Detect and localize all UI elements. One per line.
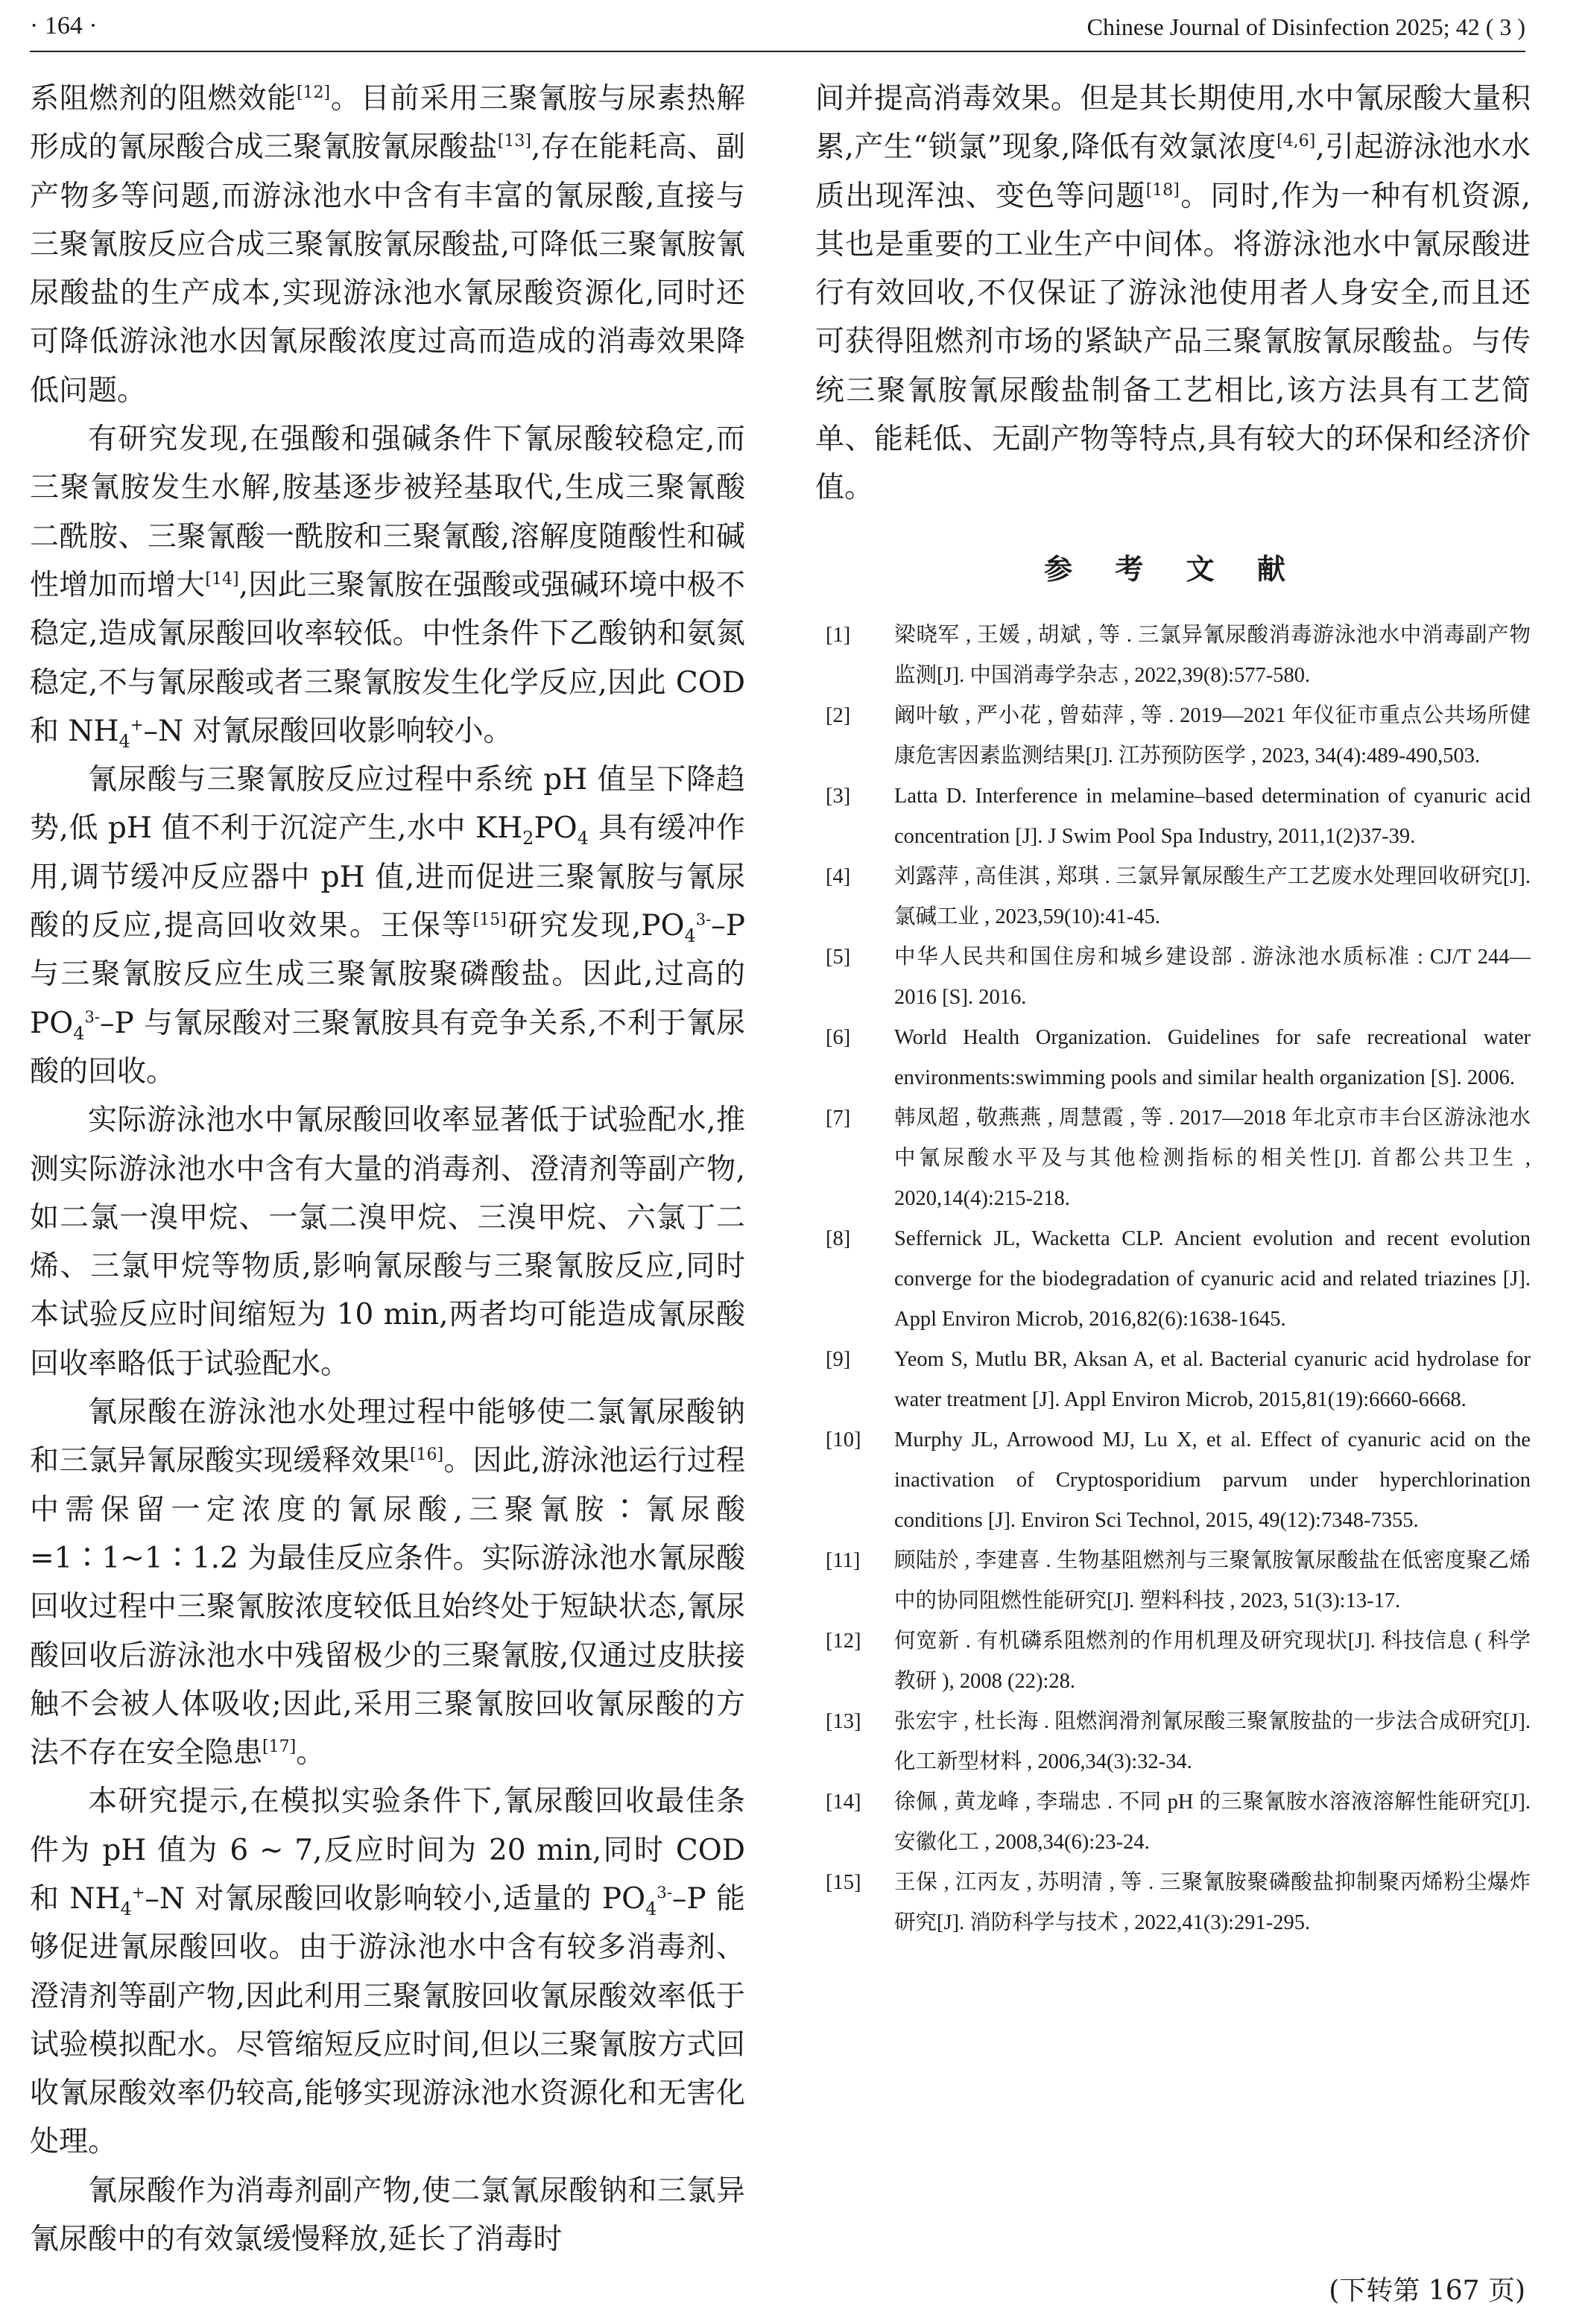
reference-text: 张宏宇 , 杜长海 . 阻燃润滑剂氰尿酸三聚氰胺盐的一步法合成研究[J]. 化工新型材料 , 2006,34(3):32-34. (894, 1710, 1531, 1773)
paragraph-6: 本研究提示,在模拟实验条件下,氰尿酸回收最佳条件为 pH 值为 6 ~ 7,反应时间为 20 min,同时 COD 和 $NH_4^+-N$ 对氰尿酸回收影响较小,适量的 $PO_4^{3-}-P$ 能够促进氰尿酸回收。由于游泳池水中含有较多消毒剂、澄清剂等副产物,因此利用三聚氰胺回收氰尿酸效率低于试验模拟配水。尽管缩短反应时间,但以三聚氰胺方式回收氰尿酸效率仍较高,能够实现游泳池水资源化和无害化处理。 (30, 1785, 745, 2159)
citation: [14] (205, 569, 239, 589)
reference-text: 何宽新 . 有机磷系阻燃剂的作用机理及研究现状[J]. 科技信息 ( 科学教研 ), 2008 (22):28. (894, 1630, 1531, 1693)
reference-item (815, 1219, 1531, 1340)
reference-text: Murphy JL, Arrowood MJ, Lu X, et al. Effect of cyanuric acid on the inactivation of Cryptosporidium parvum under hyperchlorination conditions [J]. Environ Sci Technol, 2015, 49(12):7348-7355. (894, 1428, 1531, 1532)
reference-item (815, 1340, 1531, 1420)
paragraph-5: 氰尿酸在游泳池水处理过程中能够使二氯氰尿酸钠和三氯异氰尿酸实现缓释效果[16]。因此,游泳池运行过程中需保留一定浓度的氰尿酸,三聚氰胺∶氰尿酸 =1∶1~1∶1.2 为最佳反应条件。实际游泳池水氰尿酸回收过程中三聚氰胺浓度较低且始终处于短缺状态,氰尿酸回收后游泳池水中残留极少的三聚氰胺,仅通过皮肤接触不会被人体吸收;因此,采用三聚氰胺回收氰尿酸的方法不存在安全隐患[17]。 (30, 1396, 745, 1770)
reference-text: 中华人民共和国住房和城乡建设部 . 游泳池水质标准 : CJ/T 244—2016 [S]. 2016. (894, 946, 1531, 1009)
reference-number: [14] (826, 1791, 861, 1814)
paragraph-2: 有研究发现,在强酸和强碱条件下氰尿酸较稳定,而三聚氰胺发生水解,胺基逐步被羟基取代,生成三聚氰酸二酰胺、三聚氰酸一酰胺和三聚氰酸,溶解度随酸性和碱性增加而增大[14],因此三聚氰胺在强酸或强碱环境中极不稳定,造成氰尿酸回收率较低。中性条件下乙酸钠和氨氮稳定,不与氰尿酸或者三聚氰胺发生化学反应,因此 COD 和 $NH_4^+-N$ 对氰尿酸回收影响较小。 (30, 422, 745, 752)
reference-number: [12] (826, 1630, 861, 1653)
reference-text: Yeom S, Mutlu BR, Aksan A, et al. Bacterial cyanuric acid hydrolase for water treatment [J]. Appl Environ Microb, 2015,81(19):6660-6668. (894, 1348, 1531, 1411)
reference-item (815, 1782, 1531, 1863)
paragraph-1: 系阻燃剂的阻燃效能[12]。目前采用三聚氰胺与尿素热解形成的氰尿酸合成三聚氰胺氰尿酸盐[13],存在能耗高、副产物多等问题,而游泳池水中含有丰富的氰尿酸,直接与三聚氰胺反应合成三聚氰胺氰尿酸盐,可降低三聚氰胺氰尿酸盐的生产成本,实现游泳池水氰尿酸资源化,同时还可降低游泳池水因氰尿酸浓度过高而造成的消毒效果降低问题。 (30, 82, 745, 408)
citation: [12] (296, 83, 331, 102)
reference-number: [6] (826, 1026, 851, 1049)
reference-item (815, 1541, 1531, 1621)
paragraph-7: 氰尿酸作为消毒剂副产物,使二氯氰尿酸钠和三氯异氰尿酸中的有效氯缓慢释放,延长了消毒时 (30, 2173, 745, 2257)
reference-text: 徐佩 , 黄龙峰 , 李瑞忠 . 不同 pH 的三聚氰胺水溶液溶解性能研究[J]. 安徽化工 , 2008,34(6):23-24. (894, 1791, 1531, 1854)
reference-text: 刘露萍 , 高佳淇 , 郑琪 . 三氯异氰尿酸生产工艺废水处理回收研究[J]. 氯碱工业 , 2023,59(10):41-45. (894, 865, 1531, 928)
reference-text: Seffernick JL, Wacketta CLP. Ancient evolution and recent evolution converge for the biodegradation of cyanuric acid and related triazines [J]. Appl Environ Microb, 2016,82(6):1638-1645. (894, 1227, 1531, 1331)
citation: [16] (409, 1446, 444, 1465)
page-number: · 164 · (30, 12, 98, 39)
reference-item (815, 1863, 1531, 1943)
reference-item (815, 696, 1531, 776)
continued-note: (下转第 167 页) (1329, 2276, 1525, 2306)
paragraph-3: 氰尿酸与三聚氰胺反应过程中系统 pH 值呈下降趋势,低 pH 值不利于沉淀产生,水中 $KH_2PO_4$ 具有缓冲作用,调节缓冲反应器中 pH 值,进而促进三聚氰胺与氰尿酸的反应,提高回收效果。王保等[15]研究发现$,PO_4^{3-}-P$ 与三聚氰胺反应生成三聚氰胺聚磷酸盐。因此,过高的 $PO_4^{3-}-P$ 与氰尿酸对三聚氰胺具有竞争关系,不利于氰尿酸的回收。 (30, 763, 745, 1089)
reference-number: [11] (826, 1549, 861, 1572)
journal-title: Chinese Journal of Disinfection 2025; 42 ( 3 ) (1086, 13, 1525, 40)
paragraph-8: 间并提高消毒效果。但是其长期使用,水中氰尿酸大量积累,产生“锁氯”现象,降低有效氯浓度[4,6],引起游泳池水水质出现浑浊、变色等问题[18]。同时,作为一种有机资源,其也是重要的工业生产中间体。将游泳池水中氰尿酸进行有效回收,不仅保证了游泳池使用者人身安全,而且还可获得阻燃剂市场的紧缺产品三聚氰胺氰尿酸盐。与传统三聚氰胺氰尿酸盐制备工艺相比,该方法具有工艺简单、能耗低、无副产物等特点,具有较大的环保和经济价值。 (815, 82, 1531, 505)
reference-number: [13] (826, 1710, 861, 1733)
reference-item (815, 776, 1531, 857)
citation: [13] (497, 132, 531, 151)
reference-number: [3] (826, 785, 851, 808)
reference-number: [1] (826, 624, 851, 647)
reference-number: [8] (826, 1227, 851, 1250)
reference-number: [9] (826, 1348, 851, 1371)
references-heading: 参 考 文 献 (1044, 553, 1302, 586)
reference-number: [5] (826, 946, 851, 969)
reference-item (815, 937, 1531, 1018)
page-header (30, 7, 1525, 52)
citation: [4,6] (1276, 132, 1316, 151)
reference-text: 阚叶敏 , 严小花 , 曾茹萍 , 等 . 2019—2021 年仪征市重点公共场所健康危害因素监测结果[J]. 江苏预防医学 , 2023, 34(4):489-490,503. (894, 704, 1531, 767)
reference-number: [10] (826, 1428, 861, 1451)
reference-number: [4] (826, 865, 851, 888)
reference-item (815, 1702, 1531, 1782)
citation: [18] (1145, 180, 1180, 200)
reference-number: [2] (826, 704, 851, 727)
left-column (30, 75, 745, 2264)
reference-text: World Health Organization. Guidelines for safe recreational water environments:swimming pools and similar health organization [S]. 2006. (894, 1026, 1531, 1089)
reference-number: [7] (826, 1106, 851, 1130)
reference-text: 顾陆於 , 李建喜 . 生物基阻燃剂与三聚氰胺氰尿酸盐在低密度聚乙烯中的协同阻燃性能研究[J]. 塑料科技 , 2023, 51(3):13-17. (894, 1549, 1531, 1612)
reference-text: 王保 , 江丙友 , 苏明清 , 等 . 三聚氰胺聚磷酸盐抑制聚丙烯粉尘爆炸研究[J]. 消防科学与技术 , 2022,41(3):291-295. (894, 1871, 1531, 1934)
reference-item (815, 1621, 1531, 1702)
right-column (815, 75, 1531, 513)
reference-number: [15] (826, 1871, 861, 1894)
reference-text: 梁晓军 , 王媛 , 胡斌 , 等 . 三氯异氰尿酸消毒游泳池水中消毒副产物监测[J]. 中国消毒学杂志 , 2022,39(8):577-580. (894, 624, 1531, 687)
reference-item (815, 1018, 1531, 1098)
reference-item (815, 615, 1531, 696)
reference-item (815, 1098, 1531, 1219)
reference-item (815, 857, 1531, 937)
reference-item (815, 1420, 1531, 1541)
reference-text: Latta D. Interference in melamine–based determination of cyanuric acid concentration [J]. J Swim Pool Spa Industry, 2011,1(2)37-39. (894, 785, 1531, 848)
citation: [17] (262, 1738, 297, 1757)
references-list (815, 615, 1531, 1943)
citation: [15] (472, 911, 507, 930)
paragraph-4: 实际游泳池水中氰尿酸回收率显著低于试验配水,推测实际游泳池水中含有大量的消毒剂、澄清剂等副产物,如二氯一溴甲烷、一氯二溴甲烷、三溴甲烷、六氯丁二烯、三氯甲烷等物质,影响氰尿酸与三聚氰胺反应,同时本试验反应时间缩短为 10 min,两者均可能造成氰尿酸回收率略低于试验配水。 (30, 1104, 745, 1381)
reference-text: 韩凤超 , 敬燕燕 , 周慧霞 , 等 . 2017—2018 年北京市丰台区游泳池水中氰尿酸水平及与其他检测指标的相关性[J]. 首都公共卫生 , 2020,14(4):215-218. (894, 1106, 1531, 1210)
